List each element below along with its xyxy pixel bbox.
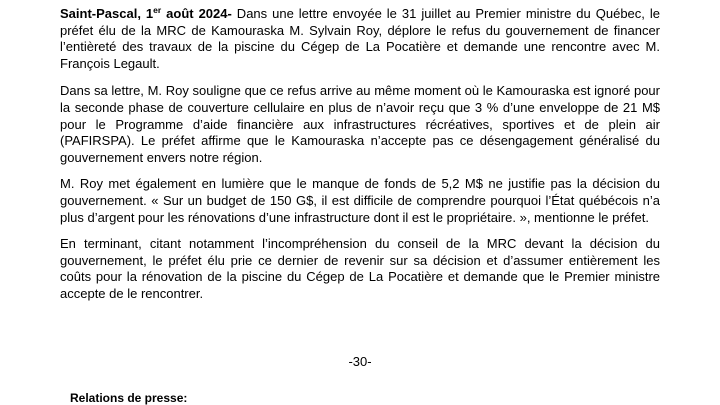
paragraph-intro (60, 6, 660, 72)
paragraph-intro-text: Dans une lettre envoyée le 31 juillet au Premier ministre du Québec, le préfet élu de la MRC de Kamouraska M. Sylvain Roy, déplore le refus du gouvernement de financer l’entièreté des travaux de la piscine du Cégep de La Pocatière et demande une rencontre avec M. François Legault. (60, 6, 660, 71)
dateline-date: août 2024- (161, 6, 232, 21)
press-release-body (60, 6, 660, 313)
paragraph-quote: M. Roy met également en lumière que le manque de fonds de 5,2 M$ ne justifie pas la décision du gouvernement. « Sur un budget de 150 G$, il est difficile de comprendre pourquoi l’État québécois n’a plus d’argent pour les rénovations d’une infrastructure dont il est le propriétaire. », mentionne le préfet. (60, 176, 660, 225)
dateline-ordinal: er (153, 5, 162, 15)
end-marker: -30- (348, 354, 372, 369)
press-relations-heading: Relations de presse: (70, 391, 188, 405)
dateline (60, 6, 232, 21)
paragraph-conclusion: En terminant, citant notamment l’incompréhension du conseil de la MRC devant la décision du gouvernement, le préfet élu prie ce dernier de revenir sur sa décision et d’assumer entièrement les coûts pour la rénovation de la piscine du Cégep de La Pocatière et demande que le Premier ministre accepte de le rencontrer. (60, 236, 660, 301)
dateline-place: Saint-Pascal, 1 (60, 6, 154, 21)
paragraph-context: Dans sa lettre, M. Roy souligne que ce refus arrive au même moment où le Kamouraska est ignoré pour la seconde phase de couverture cellulaire en plus de n’avoir reçu que 3 % d’une enveloppe de 21 M$ pour le Programme d’aide financière aux infrastructures récréatives, sportives et de plein air (PAFIRSPA). Le préfet affirme que le Kamouraska n’accepte pas ce désengagement généralisé du gouvernement envers notre région. (60, 83, 660, 165)
